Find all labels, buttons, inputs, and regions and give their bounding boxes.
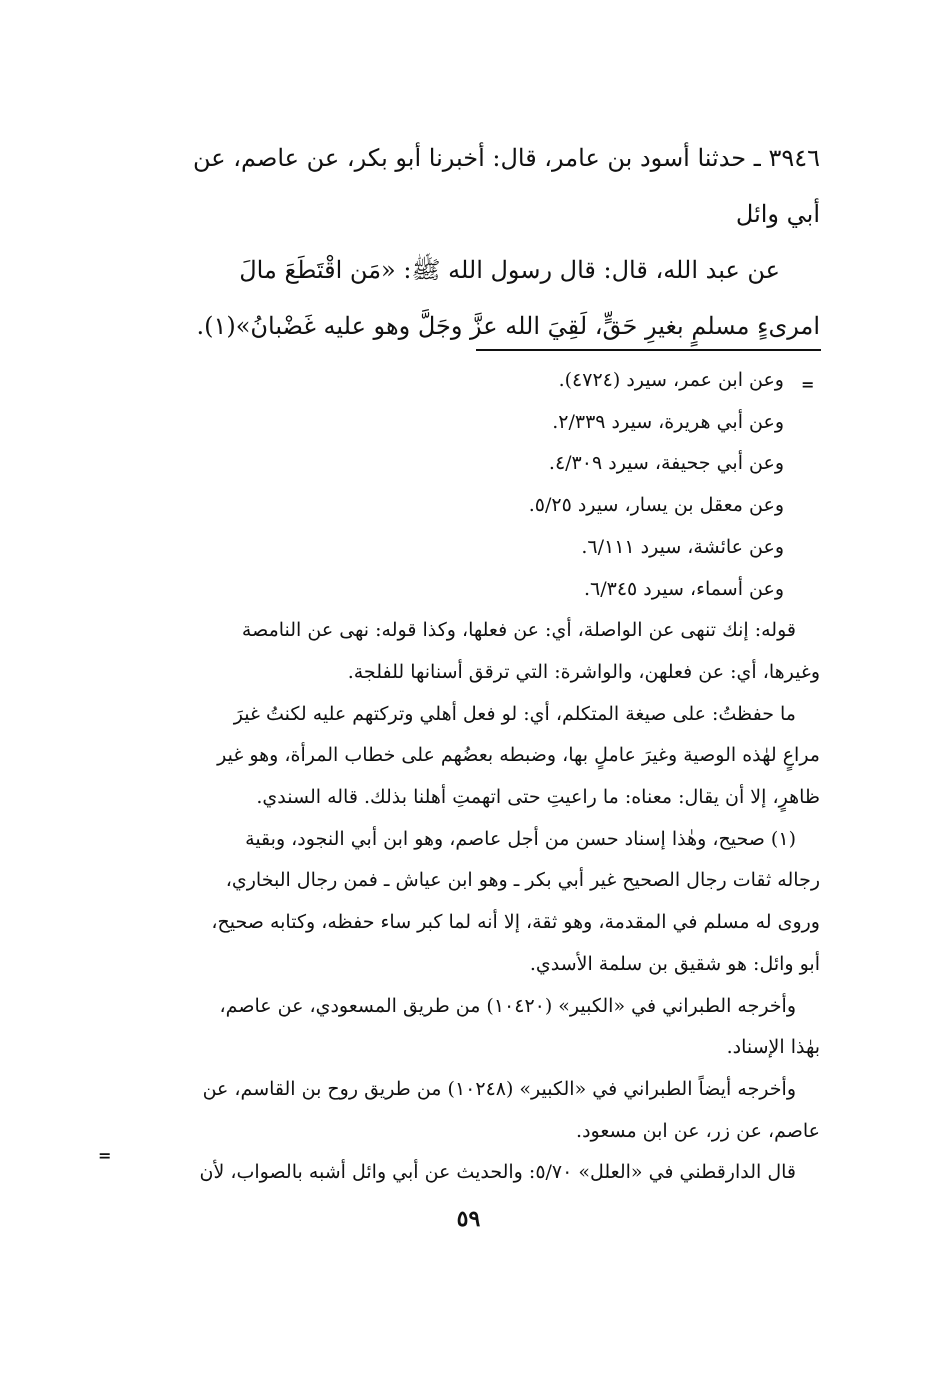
footnote-line: وغيرها، أي: عن فعلهن، والواشرة: التي ترقق أسنانها للفلجة.	[347, 660, 820, 683]
hadith-line: أبي وائل	[735, 200, 820, 228]
footnote-line: رجاله ثقات رجال الصحيح غير أبي بكر ـ وهو ابن عياش ـ فمن رجال البخاري،	[225, 869, 820, 892]
footnote-line: قوله: إنك تنهى عن الواصلة، أي: عن فعلها، وكذا قوله: نهى عن النامصة	[241, 619, 796, 642]
footnote-continuation-marker: =	[801, 375, 815, 394]
footnote-line: وعن أسماء، سيرد ٦/٣٤٥.	[583, 577, 784, 600]
footnote-line: بهٰذا الإسناد.	[726, 1036, 820, 1059]
hadith-text	[128, 130, 820, 354]
footnote-line: عاصم، عن زر، عن ابن مسعود.	[576, 1119, 820, 1142]
footnote-line: وعن أبي هريرة، سيرد ٢/٣٣٩.	[552, 410, 784, 433]
page-number: ٥٩	[456, 1206, 481, 1232]
hadith-line: عن عبد الله، قال: قال رسول الله ﷺ: «مَن اقْتَطَعَ مالَ	[239, 256, 780, 284]
footnote-line: وأخرجه الطبراني في «الكبير» (١٠٤٢٠) من طريق المسعودي، عن عاصم،	[219, 994, 796, 1017]
footnote-continues-marker: =	[98, 1146, 112, 1165]
footnote-line: وعن أبي جحيفة، سيرد ٤/٣٠٩.	[548, 452, 784, 475]
footnote-line: (١) صحيح، وهٰذا إسناد حسن من أجل عاصم، وهو ابن أبي النجود، وبقية	[245, 827, 796, 850]
footnote-line: وروى له مسلم في المقدمة، وهو ثقة، إلا أنه لما كبر ساء حفظه، وكتابه صحيح،	[211, 911, 820, 934]
footnote-line: وعن معقل بن يسار، سيرد ٥/٢٥.	[528, 494, 784, 517]
footnotes	[128, 360, 820, 1194]
footnote-line: قال الدارقطني في «العلل» ٥/٧٠: والحديث عن أبي وائل أشبه بالصواب، لأن	[199, 1161, 796, 1184]
hadith-line: امرىءٍ مسلمٍ بغيرِ حَقٍّ، لَقِيَ الله عزَّ وجَلَّ وهو عليه غَضْبانُ»(١).	[196, 312, 820, 340]
footnote-line: مراعٍ لهٰذه الوصية وغيرَ عاملٍ بها، وضبطه بعضُهم على خطاب المرأة، وهو غير	[217, 744, 820, 767]
footnote-line: ما حفظتُ: على صيغة المتكلم، أي: لو فعل أهلي وتركتهم عليه لكنتُ غيرَ	[233, 702, 796, 725]
footnote-line: وعن ابن عمر، سيرد (٤٧٢٤).	[558, 369, 784, 391]
footnote-line: ظاهرٍ، إلا أن يقال: معناه: ما راعيتِ حتى اتهمتِ أهلنا بذلك. قاله السندي.	[256, 786, 820, 809]
footnote-line: وعن عائشة، سيرد ٦/١١١.	[581, 535, 784, 558]
footnote-line: وأخرجه أيضاً الطبراني في «الكبير» (١٠٢٤٨) من طريق روح بن القاسم، عن	[202, 1077, 796, 1100]
hadith-line: ٣٩٤٦ ـ حدثنا أسود بن عامر، قال: أخبرنا أبو بكر، عن عاصم، عن	[193, 144, 820, 172]
footnote-line: أبو وائل: هو شقيق بن سلمة الأسدي.	[529, 952, 820, 975]
footnote-divider	[476, 349, 821, 351]
